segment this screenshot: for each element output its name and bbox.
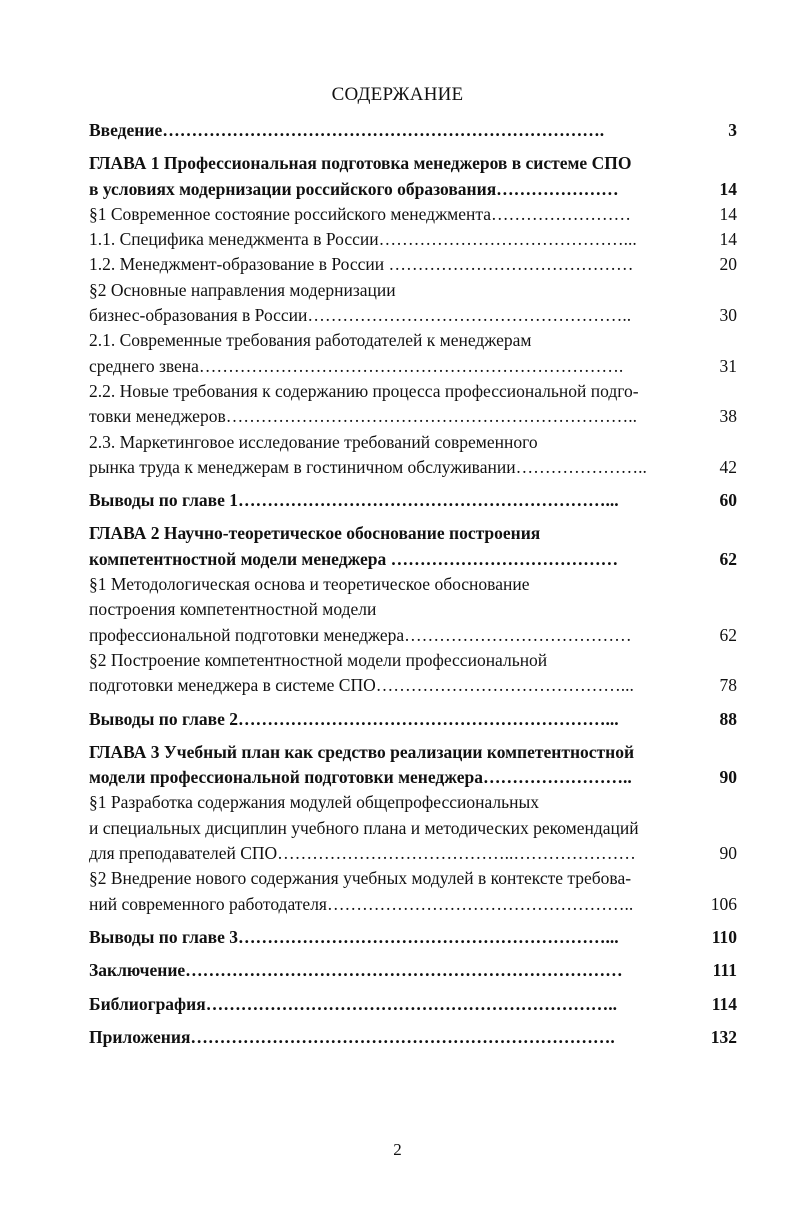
toc-entry — [89, 958, 739, 983]
toc-entry-page: 14 — [719, 229, 737, 250]
toc-entry-page: 106 — [710, 893, 737, 914]
toc-entry — [89, 118, 739, 143]
toc-entry — [89, 328, 739, 353]
toc-entry-page: 111 — [712, 960, 737, 981]
toc-entry-text: 2.3. Маркетинговое исследование требований современного — [89, 431, 538, 452]
toc-entry-text: 1.2. Менеджмент-образование в России …………………………………… — [89, 254, 634, 275]
toc-entry-text: Приложения………………………………………………………………. — [89, 1026, 615, 1047]
toc-entry-text: Заключение………………………………………………………………… — [89, 960, 623, 981]
toc-entry-text: и специальных дисциплин учебного плана и методических рекомендаций — [89, 817, 639, 838]
toc-entry-page: 38 — [719, 406, 737, 427]
page-title: СОДЕРЖАНИЕ — [331, 84, 464, 105]
toc-entry — [89, 547, 739, 572]
toc-entry-page: 114 — [711, 993, 737, 1014]
toc-entry — [89, 765, 739, 790]
toc-entry — [89, 521, 739, 546]
toc-entry — [89, 673, 739, 698]
toc-entry — [89, 488, 739, 513]
toc-entry-text: §1 Методологическая основа и теоретическое обоснование — [89, 574, 530, 595]
toc-entry-page: 14 — [719, 203, 737, 224]
toc-entry — [89, 202, 739, 227]
toc-entry — [89, 303, 739, 328]
toc-entry-page: 110 — [711, 926, 737, 947]
toc-entry-text: среднего звена………………………………………………………………. — [89, 355, 624, 376]
toc-entry-page: 132 — [710, 1026, 737, 1047]
toc-entry — [89, 597, 739, 622]
toc-entry — [89, 404, 739, 429]
toc-entry-page: 88 — [719, 708, 737, 729]
toc-entry-text: Выводы по главе 3………………………………………………………... — [89, 926, 619, 947]
toc-entry — [89, 992, 739, 1017]
toc-entry — [89, 790, 739, 815]
toc-entry-text: бизнес-образования в России……………………………………………….. — [89, 305, 632, 326]
table-of-contents — [89, 118, 739, 1050]
toc-entry-text: ГЛАВА 3 Учебный план как средство реализации компетентностной — [89, 741, 635, 762]
toc-entry-page: 14 — [719, 178, 737, 199]
toc-entry-text: 1.1. Специфика менеджмента в России……………………………………... — [89, 229, 637, 250]
toc-entry — [89, 379, 739, 404]
toc-entry — [89, 816, 739, 841]
toc-entry — [89, 354, 739, 379]
toc-entry-text: профессиональной подготовки менеджера………………………………… — [89, 624, 632, 645]
toc-entry — [89, 1025, 739, 1050]
toc-entry-text: §2 Построение компетентностной модели профессиональной — [89, 649, 548, 670]
toc-entry-text: построения компетентностной модели — [89, 599, 377, 620]
toc-entry — [89, 866, 739, 891]
toc-entry-text: 2.1. Современные требования работодателей к менеджерам — [89, 330, 532, 351]
toc-entry-text: товки менеджеров…………………………………………………………….. — [89, 406, 637, 427]
toc-entry-page: 30 — [719, 305, 737, 326]
toc-entry-text: для преподавателей СПО…………………………………..………………… — [89, 843, 636, 864]
toc-entry — [89, 455, 739, 480]
toc-entry-page: 3 — [728, 120, 737, 140]
toc-entry-text: §1 Разработка содержания модулей общепрофессиональных — [89, 792, 539, 813]
toc-entry-text: ГЛАВА 1 Профессиональная подготовка менеджеров в системе СПО — [89, 153, 632, 174]
toc-entry-text: подготовки менеджера в системе СПО……………………………………... — [89, 675, 634, 696]
toc-entry — [89, 278, 739, 303]
toc-entry — [89, 227, 739, 252]
toc-entry-page: 62 — [719, 548, 737, 569]
toc-entry-text: в условиях модернизации российского образования………………… — [89, 178, 619, 199]
toc-entry-text: §2 Основные направления модернизации — [89, 279, 396, 300]
toc-entry — [89, 841, 739, 866]
toc-entry — [89, 925, 739, 950]
toc-entry-text: Библиография…………………………………………………………….. — [89, 993, 617, 1014]
toc-entry-text: Введение…………………………………………………………………. — [89, 120, 605, 140]
toc-entry — [89, 892, 739, 917]
toc-entry-page: 78 — [719, 675, 737, 696]
toc-entry — [89, 572, 739, 597]
toc-entry — [89, 430, 739, 455]
toc-entry-text: рынка труда к менеджерам в гостиничном обслуживании………………….. — [89, 456, 647, 477]
toc-entry-text: §2 Внедрение нового содержания учебных модулей в контексте требова- — [89, 868, 632, 889]
toc-entry — [89, 707, 739, 732]
toc-entry-page: 42 — [719, 456, 737, 477]
toc-entry-page: 60 — [719, 490, 737, 511]
toc-entry-text: ГЛАВА 2 Научно-теоретическое обоснование построения — [89, 523, 541, 544]
toc-entry-text: §1 Современное состояние российского менеджмента…………………… — [89, 203, 632, 224]
toc-entry-page: 62 — [719, 624, 737, 645]
toc-entry — [89, 252, 739, 277]
toc-entry-text: 2.2. Новые требования к содержанию процесса профессиональной подго- — [89, 380, 639, 401]
toc-entry — [89, 740, 739, 765]
toc-entry-text: ний современного работодателя…………………………………………….. — [89, 893, 634, 914]
toc-entry — [89, 177, 739, 202]
toc-entry-page: 31 — [719, 355, 737, 376]
toc-entry-page: 90 — [719, 843, 737, 864]
toc-entry-text: компетентностной модели менеджера ………………………………… — [89, 548, 619, 569]
toc-entry — [89, 151, 739, 176]
toc-entry-text: Выводы по главе 2………………………………………………………... — [89, 708, 619, 729]
toc-entry-text: модели профессиональной подготовки менеджера…………………….. — [89, 767, 632, 788]
page-number: 2 — [393, 1140, 402, 1159]
toc-entry — [89, 623, 739, 648]
toc-entry-page: 20 — [719, 254, 737, 275]
toc-entry — [89, 648, 739, 673]
toc-entry-page: 90 — [719, 767, 737, 788]
toc-entry-text: Выводы по главе 1………………………………………………………... — [89, 490, 619, 511]
